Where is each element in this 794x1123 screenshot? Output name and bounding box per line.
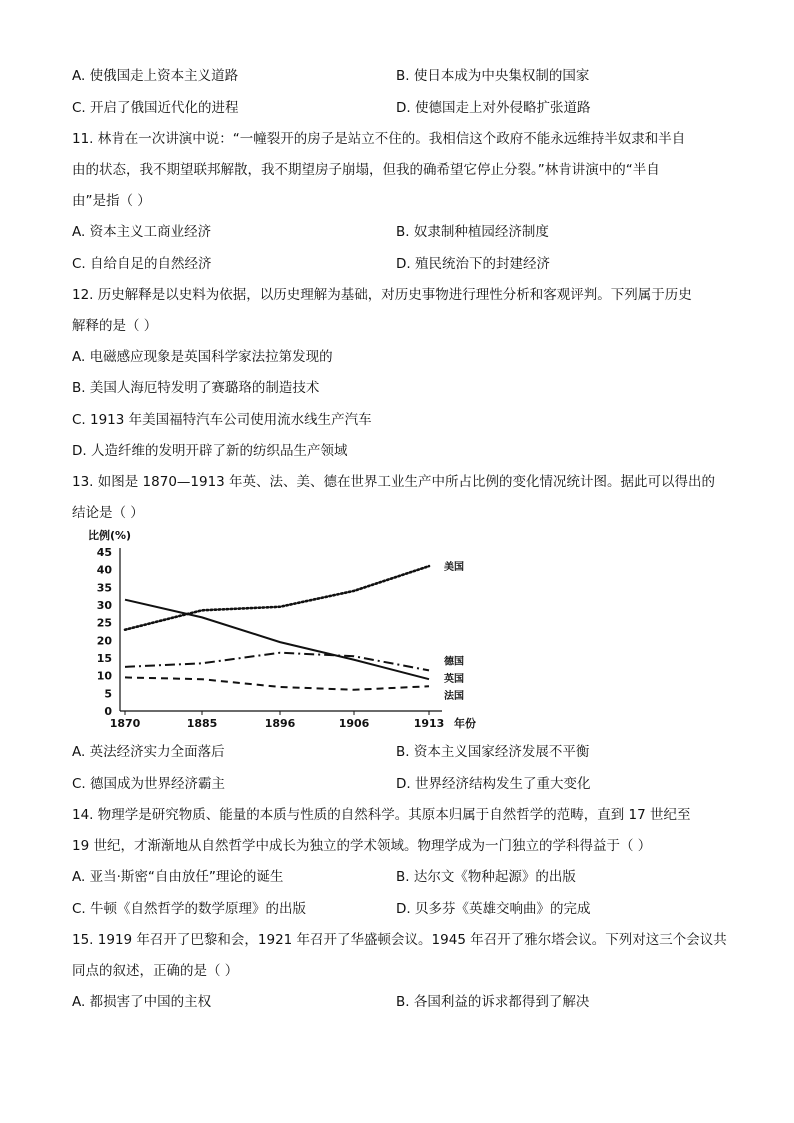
chart-series-label: 美国 xyxy=(444,562,464,574)
chart-y-tick-label: 45 xyxy=(96,546,112,559)
chart-x-tick-label: 1896 xyxy=(264,717,296,730)
chart-series-line xyxy=(125,600,429,680)
chart-y-ticks xyxy=(97,546,113,718)
chart-series-label: 法国 xyxy=(444,691,464,703)
q13-stem-line-1: 13. 如图是 1870—1913 年英、法、美、德在世界工业生产中所占比例的变化情况统计图。据此可以得出的 xyxy=(72,474,716,490)
chart-y-tick-label: 0 xyxy=(104,705,112,718)
q11-stem-line-3: 由”是指（ ） xyxy=(72,193,151,209)
q13-option-c: C. 德国成为世界经济霸主 xyxy=(72,776,226,792)
q14-stem-line-1: 14. 物理学是研究物质、能量的本质与性质的自然科学。其原本归属于自然哲学的范畴，直到 17 世纪至 xyxy=(72,807,691,823)
q12-option-b: B. 美国人海厄特发明了赛璐珞的制造技术 xyxy=(72,380,320,396)
q15-stem-line-1: 15. 1919 年召开了巴黎和会，1921 年召开了华盛顿会议。1945 年召开了雅尔塔会议。下列对这三个会议共 xyxy=(72,932,727,948)
q15-option-a: A. 都损害了中国的主权 xyxy=(72,994,212,1010)
q11-option-b: B. 奴隶制种植园经济制度 xyxy=(396,224,549,240)
chart-x-tick-label: 1906 xyxy=(338,717,370,730)
q11-option-a: A. 资本主义工商业经济 xyxy=(72,224,212,240)
chart-series-lines xyxy=(125,566,429,690)
q14-option-a: A. 亚当·斯密“自由放任”理论的诞生 xyxy=(72,869,284,885)
q14-stem-line-2: 19 世纪，才渐渐地从自然哲学中成长为独立的学术领域。物理学成为一门独立的学科得益于（ ） xyxy=(72,838,652,854)
chart-y-tick-label: 30 xyxy=(96,599,112,612)
chart-y-tick-label: 40 xyxy=(96,563,112,577)
chart-y-tick-label: 10 xyxy=(96,669,112,683)
chart-series-labels xyxy=(444,560,464,702)
q13-option-b: B. 资本主义国家经济发展不平衡 xyxy=(396,744,590,760)
chart-series-label: 德国 xyxy=(444,656,464,668)
q10-option-a: A. 使俄国走上资本主义道路 xyxy=(72,68,239,84)
chart-y-axis-label: 比例(%) xyxy=(88,529,132,542)
q10-option-b: B. 使日本成为中央集权制的国家 xyxy=(396,68,590,84)
q12-option-a: A. 电磁感应现象是英国科学家法拉第发现的 xyxy=(72,349,333,365)
q14-option-b: B. 达尔文《物种起源》的出版 xyxy=(396,869,576,885)
q15-option-b: B. 各国利益的诉求都得到了解决 xyxy=(396,994,590,1010)
chart-y-tick-label: 15 xyxy=(96,652,112,665)
q11-option-c: C. 自给自足的自然经济 xyxy=(72,256,212,272)
q12-option-d: D. 人造纤维的发明开辟了新的纺织品生产领域 xyxy=(72,443,348,459)
chart-x-tick-label: 1913 xyxy=(413,717,445,730)
chart-y-tick-label: 25 xyxy=(96,616,112,630)
q10-option-d: D. 使德国走上对外侵略扩张道路 xyxy=(396,100,591,116)
chart-series-line xyxy=(125,677,429,689)
q10-option-c: C. 开启了俄国近代化的进程 xyxy=(72,100,239,116)
industrial-share-line-chart xyxy=(72,525,492,740)
q13-option-a: A. 英法经济实力全面落后 xyxy=(72,744,225,760)
chart-x-ticks xyxy=(110,711,445,730)
q14-option-c: C. 牛顿《自然哲学的数学原理》的出版 xyxy=(72,901,307,917)
q13-stem-line-2: 结论是（ ） xyxy=(72,505,144,521)
q12-stem-line-2: 解释的是（ ） xyxy=(72,318,158,334)
q11-stem-line-1: 11. 林肯在一次讲演中说：“一幢裂开的房子是站立不住的。我相信这个政府不能永远维持半奴隶和半自 xyxy=(72,131,686,147)
chart-series-line xyxy=(125,566,429,630)
q13-option-d: D. 世界经济结构发生了重大变化 xyxy=(396,776,591,792)
chart-x-tick-label: 1870 xyxy=(109,717,141,730)
chart-series-label: 英国 xyxy=(444,674,464,686)
chart-y-tick-label: 5 xyxy=(104,687,112,701)
chart-y-tick-label: 35 xyxy=(96,581,112,595)
chart-y-tick-label: 20 xyxy=(96,634,112,648)
q12-stem-line-1: 12. 历史解释是以史料为依据，以历史理解为基础，对历史事物进行理性分析和客观评判。下列属于历史 xyxy=(72,287,692,303)
q11-option-d: D. 殖民统治下的封建经济 xyxy=(396,256,550,272)
q15-stem-line-2: 同点的叙述，正确的是（ ） xyxy=(72,963,239,979)
chart-x-axis-label: 年份 xyxy=(454,717,476,730)
q12-option-c: C. 1913 年美国福特汽车公司使用流水线生产汽车 xyxy=(72,412,372,428)
chart-x-tick-label: 1885 xyxy=(186,717,218,730)
q11-stem-line-2: 由的状态，我不期望联邦解散，我不期望房子崩塌，但我的确希望它停止分裂。”林肯讲演中的“半自 xyxy=(72,162,660,178)
q14-option-d: D. 贝多芬《英雄交响曲》的完成 xyxy=(396,901,591,917)
